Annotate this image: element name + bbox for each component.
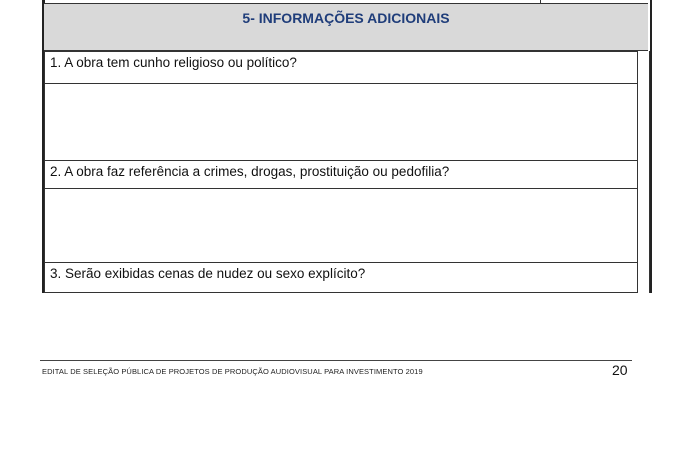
- section-title: 5- INFORMAÇÕES ADICIONAIS: [242, 10, 450, 26]
- question-row-3: [44, 262, 638, 293]
- right-margin-cell: [638, 262, 650, 293]
- question-row-1: [44, 51, 638, 84]
- right-margin-cell: [638, 51, 650, 160]
- footer-divider: [40, 360, 632, 361]
- table-right-border: [650, 0, 652, 293]
- answer-field-2[interactable]: [44, 189, 638, 262]
- question-label-3: 3. Serão exibidas cenas de nudez ou sexo explícito?: [50, 266, 366, 281]
- footer-text: EDITAL DE SELEÇÃO PÚBLICA DE PROJETOS DE PRODUÇÃO AUDIOVISUAL PARA INVESTIMENTO 2019: [42, 367, 423, 376]
- answer-field-1[interactable]: [44, 84, 638, 161]
- section-header: [44, 3, 648, 51]
- right-margin-cell: [638, 160, 650, 262]
- question-label-2: 2. A obra faz referência a crimes, drogas, prostituição ou pedofilia?: [50, 164, 450, 179]
- question-label-1: 1. A obra tem cunho religioso ou político?: [50, 55, 297, 70]
- question-row-2: [44, 160, 638, 189]
- page-number: 20: [612, 362, 628, 378]
